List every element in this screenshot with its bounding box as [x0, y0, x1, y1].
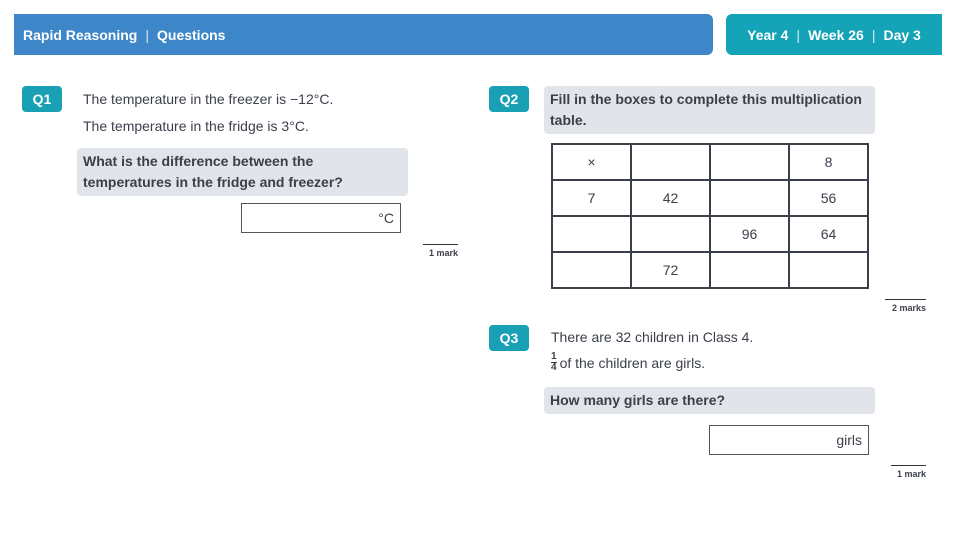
table-cell-blank[interactable]: [789, 252, 868, 288]
q3-line1: There are 32 children in Class 4.: [551, 329, 754, 345]
table-cell: 8: [789, 144, 868, 180]
q1-line1: The temperature in the freezer is −12°C.: [83, 91, 334, 107]
q2-marks: 2 marks: [885, 299, 926, 313]
year-label: Year 4: [747, 26, 789, 43]
table-cell-blank[interactable]: [710, 180, 789, 216]
table-cell: 72: [631, 252, 710, 288]
table-cell: ×: [552, 144, 631, 180]
unit-label: girls: [836, 432, 862, 448]
q3-badge: Q3: [489, 325, 529, 351]
header-title: Rapid Reasoning: [23, 26, 138, 43]
table-cell-blank[interactable]: [710, 252, 789, 288]
separator: |: [145, 26, 149, 43]
numerator: 1: [551, 351, 557, 362]
denominator: 4: [551, 362, 557, 373]
table-row: [552, 252, 868, 288]
table-row: [552, 144, 868, 180]
q1-answer-box[interactable]: [241, 203, 401, 233]
q3-marks: 1 mark: [891, 465, 926, 479]
fraction: [551, 352, 557, 373]
header-meta: [726, 14, 942, 55]
q3-line2: [551, 352, 705, 373]
q1-badge: Q1: [22, 86, 62, 112]
header-bar: [14, 14, 713, 55]
table-row: [552, 216, 868, 252]
separator: |: [796, 26, 801, 43]
table-cell: 56: [789, 180, 868, 216]
table-cell-blank[interactable]: [710, 144, 789, 180]
q2-question: Fill in the boxes to complete this multiplication table.: [544, 86, 875, 134]
table-cell-blank[interactable]: [552, 252, 631, 288]
q3-line2-text: of the children are girls.: [559, 354, 706, 371]
table-cell: 96: [710, 216, 789, 252]
day-label: Day 3: [883, 26, 921, 43]
q3-answer-box[interactable]: [709, 425, 869, 455]
q3-question: How many girls are there?: [544, 387, 875, 414]
table-cell: 64: [789, 216, 868, 252]
table-row: [552, 180, 868, 216]
separator: |: [871, 26, 876, 43]
table-cell: 42: [631, 180, 710, 216]
table-cell-blank[interactable]: [631, 216, 710, 252]
unit-label: °C: [378, 210, 394, 226]
multiplication-table: [551, 143, 869, 289]
table-cell-blank[interactable]: [631, 144, 710, 180]
week-label: Week 26: [808, 26, 864, 43]
q1-marks: 1 mark: [423, 244, 458, 258]
q1-line2: The temperature in the fridge is 3°C.: [83, 118, 309, 134]
header-section: Questions: [157, 26, 226, 43]
q2-badge: Q2: [489, 86, 529, 112]
table-cell: 7: [552, 180, 631, 216]
table-cell-blank[interactable]: [552, 216, 631, 252]
q1-question: What is the difference between the temperatures in the fridge and freezer?: [77, 148, 408, 196]
